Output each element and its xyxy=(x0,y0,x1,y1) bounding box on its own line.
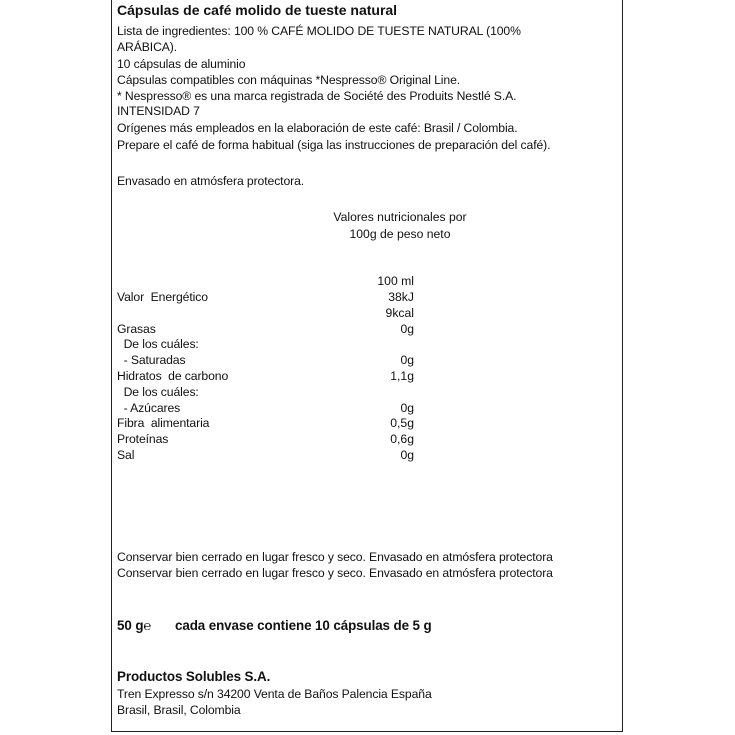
nutrition-row-label: Sal xyxy=(117,448,135,462)
manufacturer-origin: Brasil, Brasil, Colombia xyxy=(117,703,241,717)
nutrition-row-label: - Saturadas xyxy=(117,353,186,368)
capsules-count: 10 cápsulas de aluminio xyxy=(117,57,246,71)
trademark-text: * Nespresso® es una marca registrada de Société des Produits Nestlé S.A. xyxy=(117,89,517,103)
nutrition-row-value: 0g xyxy=(400,400,414,415)
ingredients-line-1: Lista de ingredientes: 100 % CAFÉ MOLIDO DE TUESTE NATURAL (100% xyxy=(117,24,521,38)
estimated-sign-icon: ℮ xyxy=(143,618,152,633)
nutrition-row-label: Grasas xyxy=(117,321,156,336)
origins-text: Orígenes más empleados en la elaboración de este café: Brasil / Colombia. xyxy=(117,121,518,135)
nutrition-header-line-2: 100g de peso neto xyxy=(349,227,451,241)
nutrition-row-label: De los cuáles: xyxy=(117,384,199,399)
nutrition-header-line-1: Valores nutricionales por xyxy=(333,210,467,224)
nutrition-row-value: 0,5g xyxy=(390,416,414,431)
nutrition-row-label: Valor Energético xyxy=(117,290,208,304)
prepare-text: Prepare el café de forma habitual (siga las instrucciones de preparación del café). xyxy=(117,138,551,152)
nutrition-row-label: - Azúcares xyxy=(117,400,181,415)
weight-description: cada envase contiene 10 cápsulas de 5 g xyxy=(175,618,432,633)
nutrition-row-label: Proteínas xyxy=(117,432,169,447)
net-weight xyxy=(117,618,151,633)
intensity-text: INTENSIDAD 7 xyxy=(117,104,200,118)
nutrition-row-value: 0g xyxy=(400,321,414,336)
manufacturer-address: Tren Expresso s/n 34200 Venta de Baños Palencia España xyxy=(117,687,432,701)
net-weight-value: 50 g xyxy=(117,618,144,633)
compatibility-text: Cápsulas compatibles con máquinas *Nespresso® Original Line. xyxy=(117,73,461,87)
nutrition-row-value: 9kcal xyxy=(385,305,414,320)
packaged-text: Envasado en atmósfera protectora. xyxy=(117,174,305,188)
product-title: Cápsulas de café molido de tueste natural xyxy=(117,2,398,18)
nutrition-row-value: 0g xyxy=(400,353,414,368)
nutrition-row-label: Hidratos de carbono xyxy=(117,369,229,383)
nutrition-row-value: 1,1g xyxy=(390,369,414,383)
nutrition-row-value: 0,6g xyxy=(390,432,414,447)
nutrition-row-value: 0g xyxy=(400,448,414,462)
ingredients-line-2: ARÁBICA). xyxy=(117,40,178,54)
nutrition-per-unit: 100 ml xyxy=(377,274,414,288)
nutrition-row-label: Fibra alimentaria xyxy=(117,416,210,431)
storage-line-1: Conservar bien cerrado en lugar fresco y seco. Envasado en atmósfera protectora xyxy=(117,550,553,564)
storage-line-2: Conservar bien cerrado en lugar fresco y seco. Envasado en atmósfera protectora xyxy=(117,566,553,580)
nutrition-row-value: 38kJ xyxy=(388,290,414,304)
nutrition-row-label: De los cuáles: xyxy=(117,337,199,352)
manufacturer-name: Productos Solubles S.A. xyxy=(117,669,271,684)
